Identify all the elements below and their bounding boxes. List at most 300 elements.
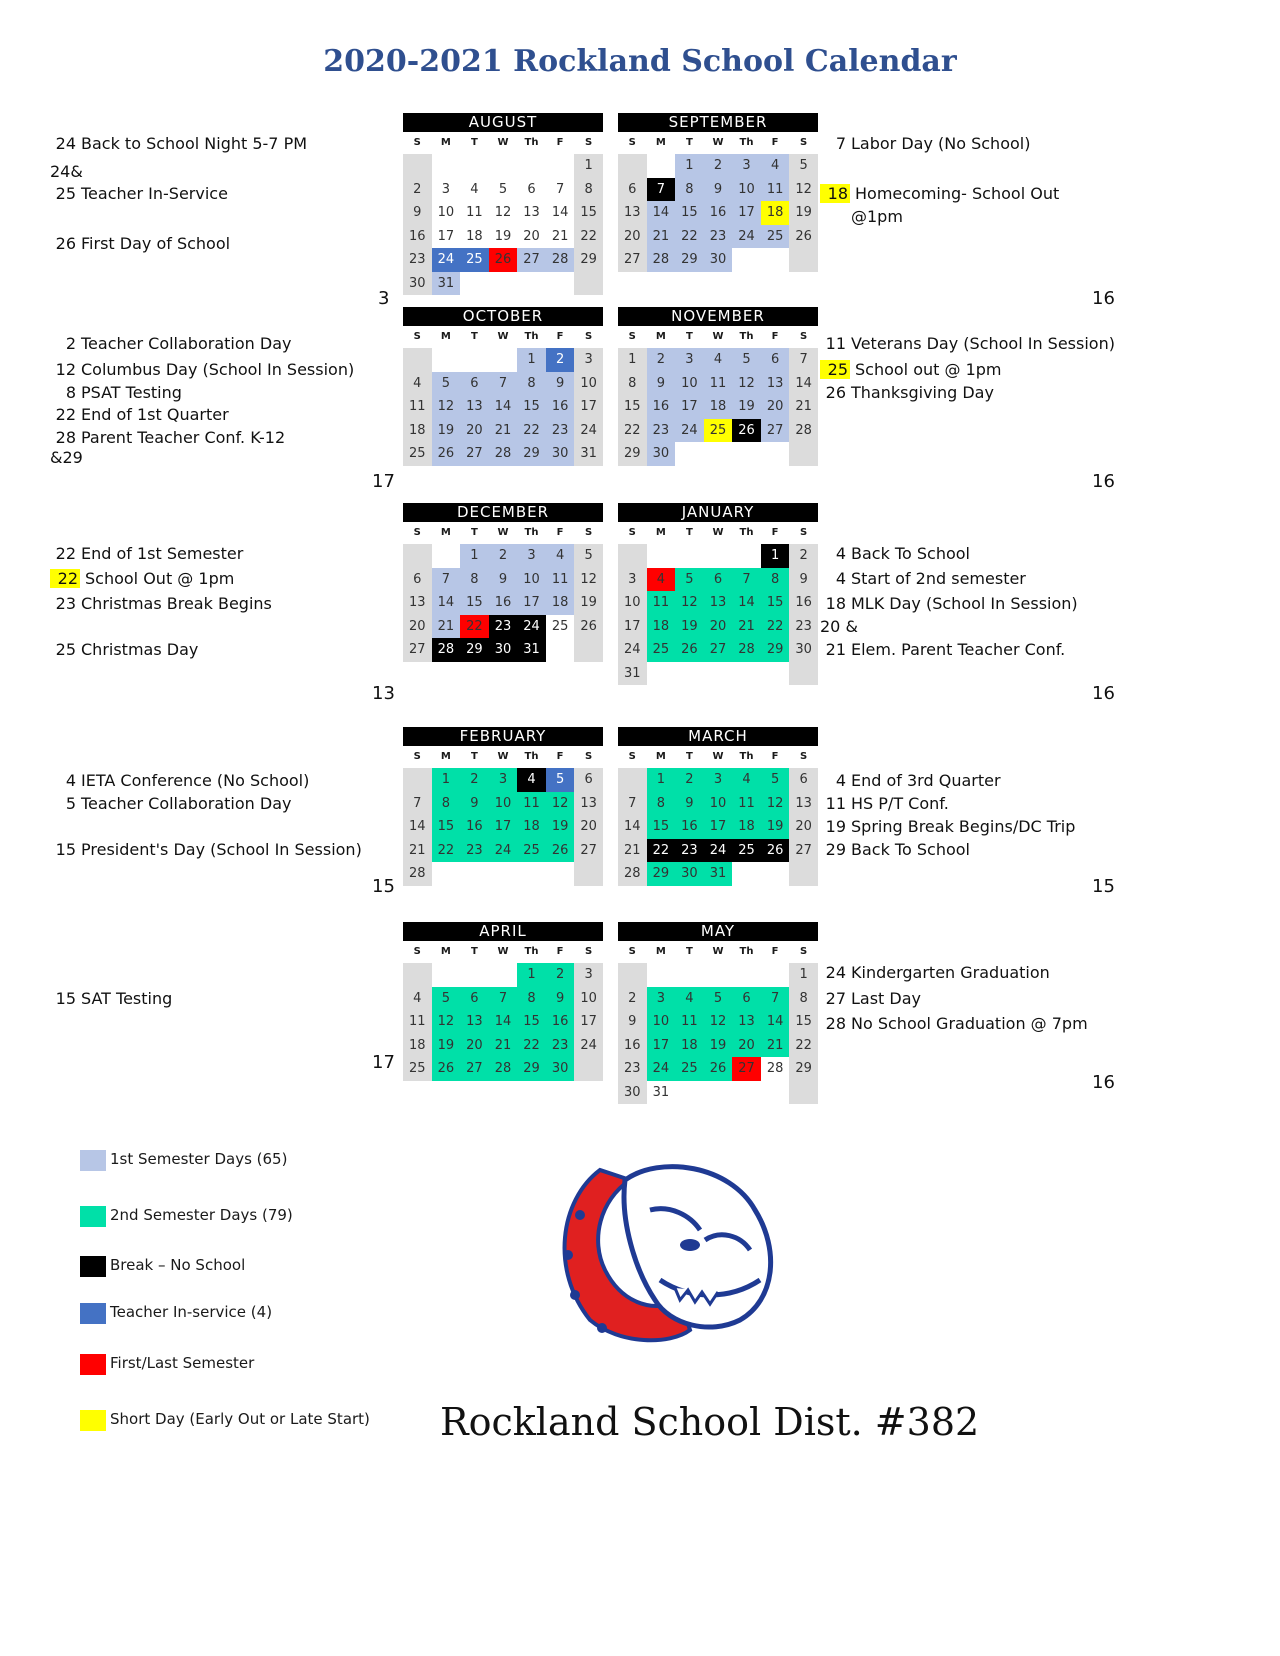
day-cell: 18 [403,1034,432,1058]
day-cell: 10 [647,1010,676,1034]
event-text: Christmas Day [81,640,199,659]
weekday-header: T [470,527,478,538]
weekday-header: F [771,137,779,148]
event-text: Back to School Night 5-7 PM [81,134,308,153]
weekday-header: S [413,137,421,148]
day-cell: 31 [647,1081,676,1105]
school-day-count: 15 [372,876,395,897]
day-cell: 21 [618,839,647,863]
day-cell [618,768,647,792]
day-cell [460,862,489,886]
weekday-header: T [470,137,478,148]
day-cell: 24 [732,225,761,249]
event-note [50,428,285,447]
day-cell: 11 [546,568,575,592]
day-cell: 8 [460,568,489,592]
day-cell: 26 [704,1057,733,1081]
day-cell [546,862,575,886]
day-cell: 23 [489,615,518,639]
day-cell: 2 [704,154,733,178]
day-cell: 17 [432,225,461,249]
day-cell: 13 [403,591,432,615]
day-cell: 23 [675,839,704,863]
day-cell: 15 [761,591,790,615]
day-cell: 31 [432,272,461,296]
day-cell: 26 [546,839,575,863]
weekday-header: W [497,137,509,148]
day-cell: 5 [546,768,575,792]
school-day-count: 16 [1092,1072,1115,1093]
day-cell [403,348,432,372]
event-date: 8 [65,383,76,402]
month-calendar [403,922,603,1081]
weekday-header: Th [739,331,754,342]
day-cell: 22 [675,225,704,249]
weekday-header: S [800,137,808,148]
day-cell: 28 [489,442,518,466]
event-date: 28 [825,1014,846,1033]
day-cell: 5 [432,987,461,1011]
day-cell: 10 [574,987,603,1011]
day-cell: 5 [732,348,761,372]
day-cell: 29 [517,1057,546,1081]
event-text: HS P/T Conf. [851,794,949,813]
day-cell: 23 [789,615,818,639]
day-cell [489,963,518,987]
weekday-header: S [800,527,808,538]
day-cell: 19 [489,225,518,249]
day-cell: 8 [789,987,818,1011]
day-cell: 30 [675,862,704,886]
event-note [50,771,309,790]
weekday-header: T [685,137,693,148]
day-cell [732,963,761,987]
day-cell [761,963,790,987]
day-cell: 27 [732,1057,761,1081]
day-cell [761,248,790,272]
event-date: 18 [825,594,846,613]
day-cell: 11 [403,395,432,419]
day-cell: 19 [675,615,704,639]
weekday-header: M [440,527,451,538]
event-note [820,569,1026,588]
day-cell: 17 [489,815,518,839]
day-cell [489,862,518,886]
weekday-header: S [585,331,593,342]
weekday-header: Th [739,137,754,148]
day-cell: 16 [403,225,432,249]
event-text: Labor Day (No School) [851,134,1031,153]
day-cell: 12 [546,792,575,816]
event-text: School out @ 1pm [855,360,1002,379]
event-note [820,817,1075,836]
day-cell: 6 [732,987,761,1011]
day-cell: 30 [618,1081,647,1105]
day-cell: 24 [675,419,704,443]
weekday-header: W [712,751,724,762]
month-name: JANUARY [618,503,818,522]
day-cell: 18 [403,419,432,443]
event-text: Christmas Break Begins [81,594,272,613]
day-cell: 14 [403,815,432,839]
day-cell: 23 [460,839,489,863]
school-day-count: 17 [372,1052,395,1073]
day-cell: 20 [403,615,432,639]
day-cell: 17 [574,1010,603,1034]
day-cell: 21 [546,225,575,249]
day-cell: 25 [675,1057,704,1081]
weekday-header: W [497,527,509,538]
event-note [50,360,354,379]
day-cell [675,963,704,987]
day-cell: 15 [618,395,647,419]
day-cell: 17 [647,1034,676,1058]
day-cell: 18 [675,1034,704,1058]
weekday-header: S [413,946,421,957]
event-note [50,594,272,613]
bulldog-mascot-icon [540,1150,790,1354]
day-cell: 11 [647,591,676,615]
event-date: 19 [825,817,846,836]
day-cell [675,662,704,686]
day-cell: 10 [489,792,518,816]
event-date: 26 [55,234,76,253]
day-cell: 26 [732,419,761,443]
event-date: 24 [825,963,846,982]
day-cell: 13 [517,201,546,225]
day-cell: 31 [517,638,546,662]
school-day-count: 16 [1092,683,1115,704]
day-cell: 3 [489,768,518,792]
day-cell: 12 [432,395,461,419]
event-date: 4 [835,569,846,588]
event-note [820,383,994,402]
day-cell: 16 [460,815,489,839]
day-cell [732,248,761,272]
day-cell [460,963,489,987]
event-text: PSAT Testing [81,383,182,402]
day-cell: 17 [618,615,647,639]
day-cell: 16 [647,395,676,419]
day-cell: 7 [761,987,790,1011]
day-cell: 2 [489,544,518,568]
day-cell [432,963,461,987]
day-cell [432,154,461,178]
event-note [50,383,182,402]
event-text: Homecoming- School Out [855,184,1060,203]
day-cell: 22 [761,615,790,639]
day-cell: 19 [432,1034,461,1058]
day-cell: 17 [517,591,546,615]
day-cell [403,154,432,178]
legend-label: Teacher In-service (4) [110,1303,273,1321]
event-date: 2 [65,334,76,353]
day-cell: 1 [460,544,489,568]
event-text: Teacher Collaboration Day [81,794,292,813]
day-cell: 14 [432,591,461,615]
day-cell: 25 [403,1057,432,1081]
weekday-header: S [413,331,421,342]
day-cell: 30 [789,638,818,662]
event-text: Spring Break Begins/DC Trip [851,817,1076,836]
day-cell [517,862,546,886]
event-date: 28 [55,428,76,447]
event-text: Teacher Collaboration Day [81,334,292,353]
day-cell [704,1081,733,1105]
day-cell: 18 [517,815,546,839]
weekday-header: S [628,751,636,762]
day-cell [546,154,575,178]
day-cell [403,963,432,987]
day-cell: 23 [546,1034,575,1058]
event-note [50,184,228,203]
day-cell [618,544,647,568]
event-date: 25 [55,184,76,203]
day-cell: 14 [732,591,761,615]
event-text: End of 3rd Quarter [851,771,1001,790]
day-cell [574,862,603,886]
event-date: 4 [835,771,846,790]
event-note [820,207,903,226]
day-cell: 23 [546,419,575,443]
day-cell: 8 [675,178,704,202]
day-cell: 10 [517,568,546,592]
event-text: Start of 2nd semester [851,569,1026,588]
weekday-header: S [628,946,636,957]
event-text: IETA Conference (No School) [81,771,310,790]
day-cell: 12 [489,201,518,225]
month-calendar [618,503,818,685]
weekday-header: S [585,751,593,762]
day-cell: 29 [517,442,546,466]
day-cell: 20 [732,1034,761,1058]
event-note [820,334,1115,353]
day-cell: 1 [675,154,704,178]
day-cell: 15 [432,815,461,839]
day-cell: 14 [546,201,575,225]
day-cell: 23 [403,248,432,272]
day-cell: 30 [489,638,518,662]
weekday-header: W [497,331,509,342]
weekday-header: T [685,331,693,342]
day-cell: 20 [574,815,603,839]
day-cell: 7 [789,348,818,372]
day-cell: 24 [489,839,518,863]
day-cell: 2 [675,768,704,792]
day-cell: 28 [432,638,461,662]
month-calendar [403,727,603,886]
day-cell: 9 [403,201,432,225]
day-cell: 22 [517,419,546,443]
day-cell [704,544,733,568]
day-cell: 28 [403,862,432,886]
day-cell: 24 [647,1057,676,1081]
day-cell: 13 [460,395,489,419]
day-cell: 3 [574,348,603,372]
day-cell: 5 [489,178,518,202]
event-text: MLK Day (School In Session) [851,594,1078,613]
day-cell: 16 [704,201,733,225]
day-cell: 3 [432,178,461,202]
day-cell: 3 [732,154,761,178]
day-cell: 19 [546,815,575,839]
day-cell: 29 [789,1057,818,1081]
event-text: Teacher In-Service [81,184,228,203]
school-day-count: 3 [378,288,390,309]
weekday-header: Th [524,137,539,148]
day-cell: 24 [517,615,546,639]
day-cell: 6 [403,568,432,592]
day-cell: 17 [732,201,761,225]
day-cell: 4 [546,544,575,568]
day-cell: 10 [432,201,461,225]
day-cell: 7 [647,178,676,202]
weekday-header: T [470,751,478,762]
weekday-header: Th [739,751,754,762]
day-cell: 28 [647,248,676,272]
day-cell: 15 [517,395,546,419]
day-cell: 22 [432,839,461,863]
day-cell: 27 [460,1057,489,1081]
weekday-header: Th [739,946,754,957]
day-cell: 9 [489,568,518,592]
day-cell: 3 [675,348,704,372]
day-cell: 5 [574,544,603,568]
month-name: OCTOBER [403,307,603,326]
day-cell: 11 [732,792,761,816]
event-date: 12 [55,360,76,379]
day-cell: 27 [574,839,603,863]
event-note [50,405,229,424]
school-day-count: 13 [372,683,395,704]
legend-label: First/Last Semester [110,1354,255,1372]
event-date: 22 [55,544,76,563]
day-cell: 1 [761,544,790,568]
weekday-header: M [655,527,666,538]
day-cell: 9 [704,178,733,202]
event-note [50,544,243,563]
day-cell: 13 [574,792,603,816]
day-cell: 9 [546,372,575,396]
day-cell: 3 [517,544,546,568]
day-cell: 10 [574,372,603,396]
day-cell [732,1081,761,1105]
month-calendar [618,307,818,466]
day-cell: 7 [618,792,647,816]
day-cell [675,442,704,466]
day-cell: 30 [704,248,733,272]
day-cell: 29 [675,248,704,272]
day-cell: 7 [489,987,518,1011]
day-cell: 11 [403,1010,432,1034]
day-cell: 15 [574,201,603,225]
day-cell: 6 [789,768,818,792]
day-cell: 28 [618,862,647,886]
day-cell: 29 [618,442,647,466]
day-cell [546,638,575,662]
event-text: Kindergarten Graduation [851,963,1050,982]
day-cell: 15 [789,1010,818,1034]
event-date: &29 [50,448,83,467]
weekday-header: S [585,946,593,957]
day-cell: 25 [704,419,733,443]
day-cell: 31 [574,442,603,466]
day-cell: 4 [517,768,546,792]
day-cell [403,768,432,792]
day-cell: 6 [618,178,647,202]
day-cell [489,154,518,178]
weekday-header: W [712,331,724,342]
day-cell: 27 [761,419,790,443]
event-note [50,234,230,253]
day-cell [517,272,546,296]
day-cell: 22 [517,1034,546,1058]
day-cell [789,1081,818,1105]
weekday-header: S [413,751,421,762]
weekday-header: S [413,527,421,538]
day-cell: 21 [403,839,432,863]
day-cell: 19 [732,395,761,419]
event-text: Thanksgiving Day [851,383,994,402]
day-cell [789,862,818,886]
weekday-header: Th [524,946,539,957]
event-text: Elem. Parent Teacher Conf. [851,640,1066,659]
event-date: 4 [835,544,846,563]
day-cell: 18 [647,615,676,639]
day-cell: 21 [761,1034,790,1058]
day-cell [460,348,489,372]
event-note [820,184,1059,203]
event-note [50,162,88,181]
day-cell: 30 [403,272,432,296]
day-cell: 1 [517,348,546,372]
legend-label: 2nd Semester Days (79) [110,1206,293,1224]
weekday-header: F [556,751,564,762]
day-cell: 11 [460,201,489,225]
page-title: 2020-2021 Rockland School Calendar [323,44,957,79]
day-cell [732,544,761,568]
day-cell: 18 [546,591,575,615]
day-cell [647,154,676,178]
weekday-header: W [712,527,724,538]
day-cell: 29 [574,248,603,272]
day-cell: 11 [761,178,790,202]
day-cell: 19 [761,815,790,839]
event-note [820,617,863,636]
month-name: DECEMBER [403,503,603,522]
day-cell: 13 [460,1010,489,1034]
day-cell: 2 [403,178,432,202]
weekday-header: Th [739,527,754,538]
month-calendar [403,503,603,662]
day-cell: 20 [704,615,733,639]
day-cell: 10 [732,178,761,202]
day-cell: 22 [618,419,647,443]
day-cell: 10 [704,792,733,816]
day-cell: 30 [546,442,575,466]
day-cell: 27 [704,638,733,662]
day-cell: 19 [789,201,818,225]
event-note [820,594,1078,613]
legend-swatch [80,1150,106,1171]
day-cell [546,272,575,296]
month-calendar [403,113,603,295]
event-date: 29 [825,840,846,859]
event-text: School Out @ 1pm [85,569,235,588]
legend-swatch [80,1206,106,1227]
weekday-header: M [440,946,451,957]
day-cell [789,248,818,272]
